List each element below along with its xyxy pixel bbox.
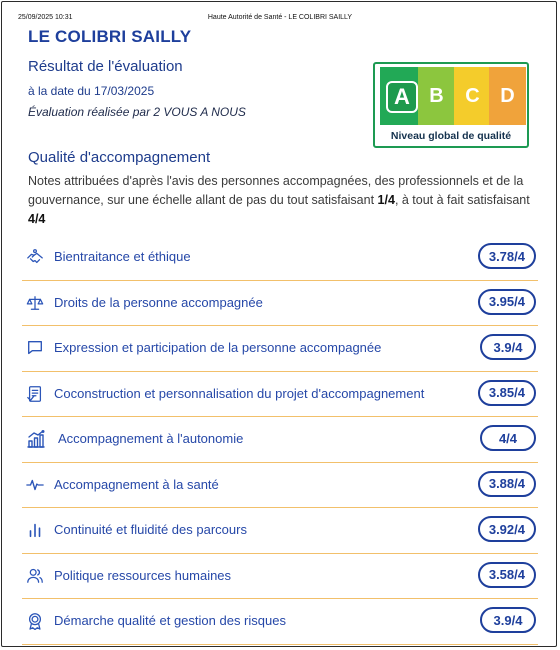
- desc-text-1: Notes attribuées d'après l'avis des personnes accompagnées, des professionnels et de la gouvernance, sur une échelle allant de pas du tout satisfaisant: [28, 174, 524, 207]
- criterion-row: [22, 326, 538, 372]
- criterion-label: Politique ressources humaines: [54, 567, 232, 583]
- criterion-score: 4/4: [480, 425, 536, 451]
- criterion-score: 3.95/4: [478, 289, 536, 315]
- handshake-icon: [26, 248, 44, 266]
- criteria-list: [22, 235, 538, 645]
- quality-heading: Qualité d'accompagnement: [28, 149, 211, 166]
- heartbeat-icon: [26, 476, 44, 494]
- desc-max-score: 4/4: [28, 212, 46, 226]
- criterion-label: Bientraitance et éthique: [54, 249, 191, 264]
- criterion-score: 3.78/4: [478, 243, 536, 269]
- people-icon: [26, 567, 44, 585]
- desc-min-score: 1/4: [377, 193, 395, 207]
- evaluation-date: à la date du 17/03/2025: [28, 84, 155, 98]
- selected-grade: A: [386, 81, 418, 113]
- grade-c-cell: C: [454, 67, 491, 125]
- criterion-score: 3.9/4: [480, 334, 536, 360]
- criterion-row: [22, 372, 538, 418]
- criterion-row: [22, 508, 538, 554]
- criterion-score: 3.58/4: [478, 562, 536, 588]
- criterion-score: 3.9/4: [480, 607, 536, 633]
- quality-seal-icon: [26, 612, 44, 630]
- criterion-label: Coconstruction et personnalisation du projet d'accompagnement: [54, 385, 425, 401]
- scales-icon: [26, 294, 44, 312]
- criterion-row: [22, 599, 538, 645]
- site-name: LE COLIBRI SAILLY: [28, 27, 192, 46]
- criterion-row: [22, 463, 538, 509]
- evaluation-heading: Résultat de l'évaluation: [28, 58, 183, 75]
- print-title: Haute Autorité de Santé - LE COLIBRI SAILLY: [207, 14, 353, 21]
- growth-chart-icon: [26, 429, 46, 449]
- bar-chart-icon: [26, 521, 44, 539]
- criterion-row: [22, 417, 538, 463]
- criterion-score: 3.88/4: [478, 471, 536, 497]
- grade-b-cell: B: [418, 67, 455, 125]
- criterion-score: 3.92/4: [478, 516, 536, 542]
- grade-d-cell: D: [489, 67, 526, 125]
- criterion-label: Continuité et fluidité des parcours: [54, 522, 247, 537]
- print-datetime: 25/09/2025 10:31: [18, 14, 73, 21]
- evaluation-by: Évaluation réalisée par 2 VOUS A NOUS: [28, 105, 246, 119]
- speech-bubble-icon: [26, 339, 44, 357]
- criterion-score: 3.85/4: [478, 380, 536, 406]
- criterion-label: Expression et participation de la personne accompagnée: [54, 340, 382, 355]
- quality-level-badge: [373, 62, 529, 148]
- plan-icon: [26, 385, 44, 403]
- criterion-row: [22, 554, 538, 600]
- criterion-row: [22, 235, 538, 281]
- desc-text-2: , à tout à fait satisfaisant: [394, 193, 530, 207]
- quality-description: [28, 172, 533, 229]
- criterion-label: Démarche qualité et gestion des risques: [54, 613, 286, 628]
- criterion-row: [22, 281, 538, 327]
- criterion-label: Droits de la personne accompagnée: [54, 294, 263, 310]
- criterion-label: Accompagnement à l'autonomie: [58, 431, 244, 446]
- print-header: [18, 14, 542, 26]
- badge-caption: Niveau global de qualité: [390, 130, 512, 142]
- criterion-label: Accompagnement à la santé: [54, 476, 219, 492]
